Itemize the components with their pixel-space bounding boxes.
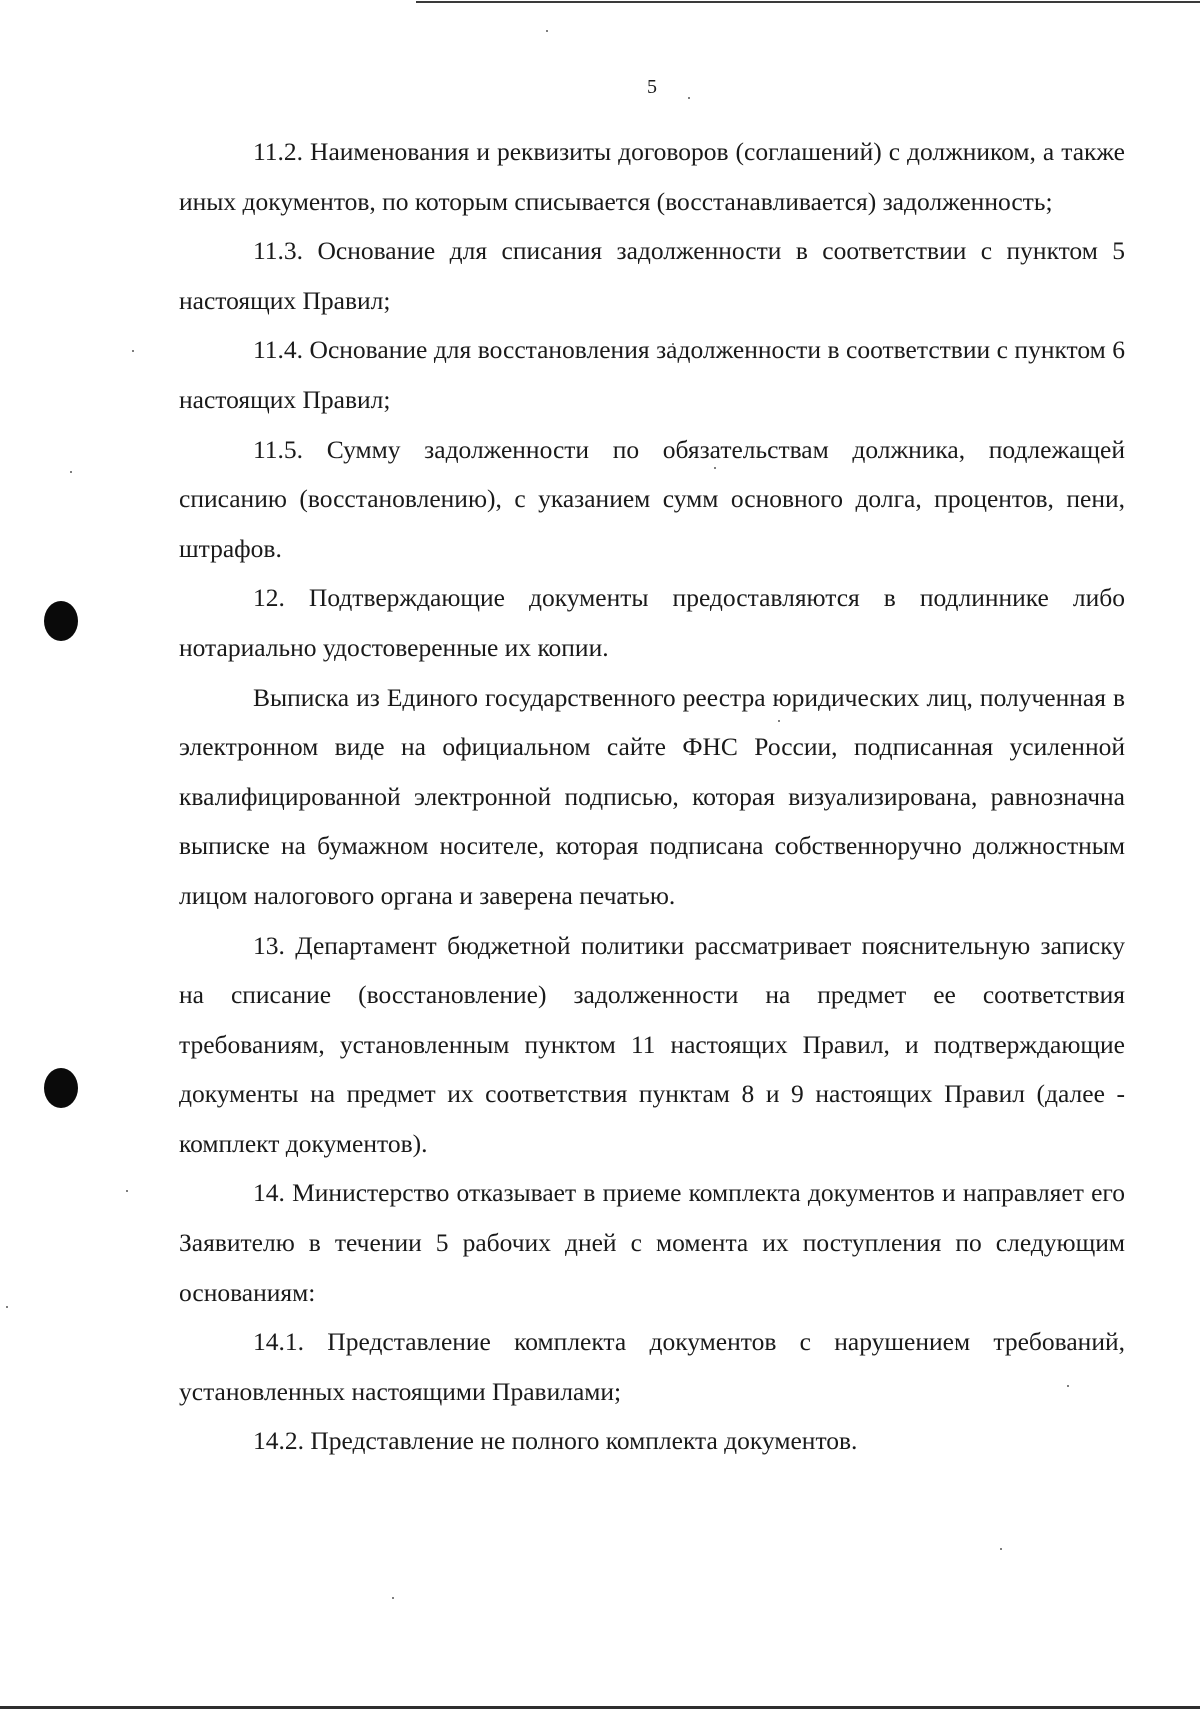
scan-edge-bottom — [0, 1706, 1200, 1709]
punch-hole — [44, 1068, 78, 1108]
paragraph-12: 12. Подтверждающие документы предоставляются в подлиннике либо нотариально удостоверенные их копии. — [179, 583, 1125, 662]
scan-edge-top — [416, 1, 1200, 3]
scan-speck — [70, 471, 72, 473]
scan-speck — [546, 30, 548, 32]
paragraph-14-1: 14.1. Представление комплекта документов с нарушением требований, установленных настоящими Правилами; — [179, 1327, 1125, 1406]
paragraph-13: 13. Департамент бюджетной политики рассматривает пояснительную записку на списание (восстановление) задолженности на предмет ее соответствия требованиям, установленным пунктом 11 настоящих Правил, и подтверждающие документы на предмет их соответствия пунктам 8 и 9 настоящих Правил (далее - комплект документов). — [179, 930, 1125, 1158]
scan-speck — [392, 1597, 394, 1599]
scan-speck — [1000, 1548, 1002, 1550]
paragraph-egrul-extract: Выписка из Единого государственного реестра юридических лиц, полученная в электронном виде на официальном сайте ФНС России, подписанная усиленной квалифицированной электронной подписью, которая визуализирована, равнозначна выписке на бумажном носителе, которая подписана собственноручно должностным лицом налогового органа и заверена печатью. — [179, 682, 1125, 910]
punch-hole — [44, 601, 78, 641]
paragraph-14: 14. Министерство отказывает в приеме комплекта документов и направляет его Заявителю в течении 5 рабочих дней с момента их поступления по следующим основаниям: — [179, 1178, 1125, 1307]
scan-speck — [6, 1306, 8, 1308]
paragraph-11-4: 11.4. Основание для восстановления задолженности в соответствии с пунктом 6 настоящих Правил; — [179, 335, 1125, 414]
paragraph-11-5: 11.5. Сумму задолженности по обязательствам должника, подлежащей списанию (восстановлению), с указанием сумм основного долга, процентов, пени, штрафов. — [179, 434, 1125, 563]
paragraph-11-2: 11.2. Наименования и реквизиты договоров (соглашений) с должником, а также иных документов, по которым списывается (восстанавливается) задолженность; — [179, 137, 1125, 216]
page-number: 5 — [647, 76, 657, 98]
paragraph-14-2: 14.2. Представление не полного комплекта документов. — [253, 1426, 858, 1456]
scan-speck — [132, 350, 134, 352]
scan-speck — [688, 97, 690, 99]
scan-speck — [126, 1190, 128, 1192]
document-body — [179, 127, 1125, 1466]
paragraph-11-3: 11.3. Основание для списания задолженности в соответствии с пунктом 5 настоящих Правил; — [179, 236, 1125, 315]
